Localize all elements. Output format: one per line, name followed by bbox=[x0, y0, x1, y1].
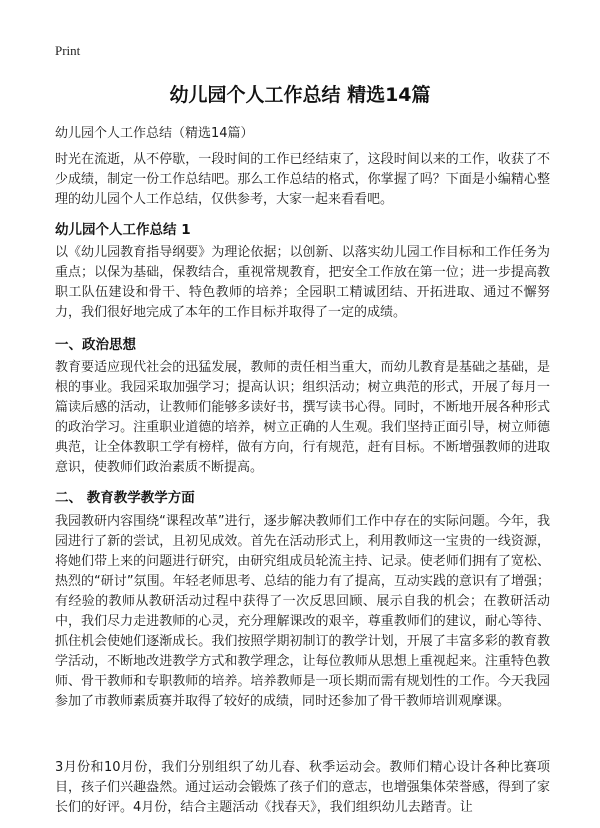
heading-politics: 一、政治思想 bbox=[55, 337, 136, 353]
section-heading-1: 幼儿园个人工作总结 1 bbox=[55, 222, 191, 238]
intro-paragraph: 时光在流逝，从不停歇，一段时间的工作已经结束了，这段时间以来的工作，收获了不少成绩，制定一份工作总结吧。那么工作总结的格式，你掌握了吗？下面是小编精心整理的幼儿园个人工作总结，仅供参考，大家一起来看看吧。 bbox=[55, 152, 550, 207]
page-title: 幼儿园个人工作总结 精选14篇 bbox=[169, 84, 431, 106]
heading-teaching: 二、 教育教学教学方面 bbox=[55, 490, 195, 506]
document-subtitle: 幼儿园个人工作总结（精选14篇） bbox=[55, 126, 254, 141]
section-1-paragraph: 以《幼儿园教育指导纲要》为理论依据；以创新、以落实幼儿园工作目标和工作任务为重点；以保为基础，保教结合，重视常规教育，把安全工作放在第一位；进一步提高教职工队伍建设和骨干、特色教师的培养；全园职工精诚团结、开拓进取、通过不懈努力，我们很好地完成了本年的工作目标并取得了一定的成绩。 bbox=[55, 245, 550, 320]
teaching-paragraph: 我园教研内容围绕“课程改革”进行，逐步解决教师们工作中存在的实际问题。今年，我园进行了新的尝试，且初见成效。首先在活动形式上，利用教师这一宝贵的一线资源，将她们带上来的问题进行研究，由研究组成员轮流主持、记录。使老师们拥有了宽松、热烈的“研讨”氛围。年轻老师思考、总结的能力有了提高，互动实践的意识有了增强；有经验的教师从教研活动过程中获得了一次反思回顾、展示自我的机会；在教研活动中，我们尽力走进教师的心灵，充分理解课改的艰辛，尊重教师们的建议，耐心等待、抓住机会使她们逐渐成长。我们按照学期初制订的教学计划，开展了丰富多彩的教育教学活动，不断地改进教学方式和教学理念，让每位教师从思想上重视起来。注重特色教师、骨干教师和专职教师的培养。培养教师是一项长期而需有规划性的工作。今天我园参加了市教师素质赛并取得了较好的成绩，同时还参加了骨干教师培训观摩课。 bbox=[55, 514, 550, 709]
print-label[interactable]: Print bbox=[55, 43, 81, 58]
politics-paragraph: 教育要适应现代社会的迅猛发展，教师的责任相当重大，而幼儿教育是基础之基础，是根的事业。我园采取加强学习；提高认识；组织活动；树立典范的形式，开展了每月一篇读后感的活动，让教师们能够多读好书，撰写读书心得。同时，不断地开展各种形式的政治学习。注重职业道德的培养，树立正确的人生观。我们坚持正面引导，树立师德典范，让全体教职工学有榜样，做有方向，行有规范，赶有目标。不断增强教师的进取意识，使教师们政治素质不断提高。 bbox=[55, 360, 550, 475]
sports-paragraph: 3月份和10月份，我们分别组织了幼儿春、秋季运动会。教师们精心设计各种比赛项目，孩子们兴趣盎然。通过运动会锻炼了孩子们的意志，也增强集体荣誉感，得到了家长们的好评。4月份，结合主题活动《找春天》，我们组织幼儿去踏青。让 bbox=[55, 760, 550, 815]
